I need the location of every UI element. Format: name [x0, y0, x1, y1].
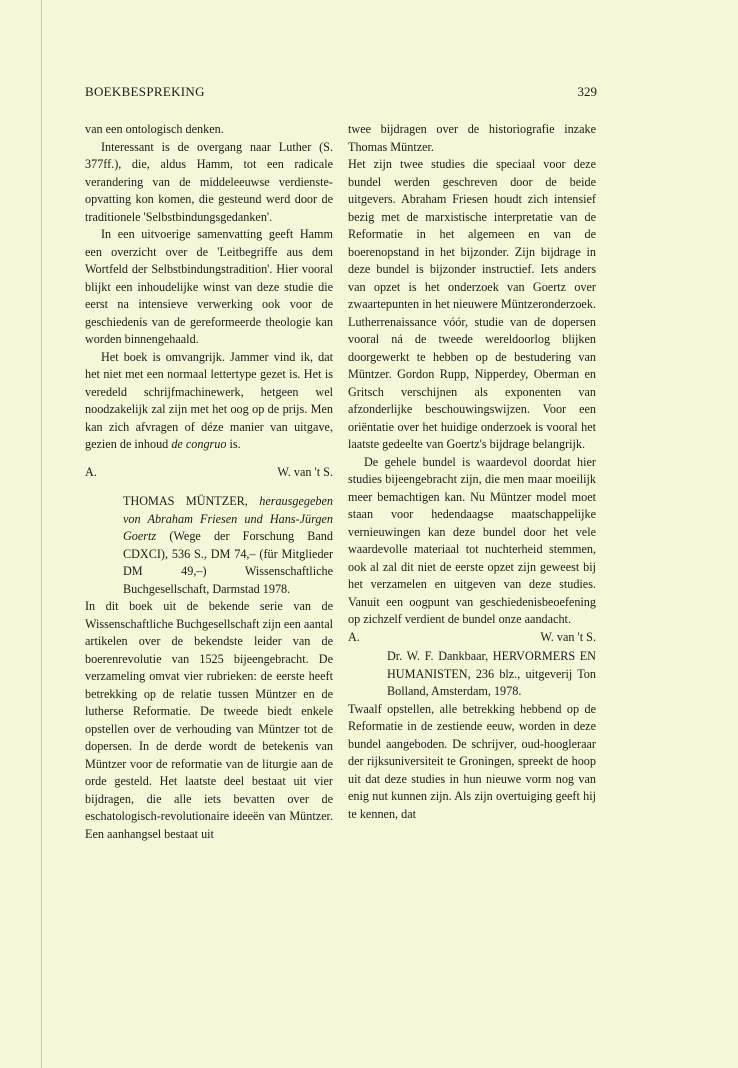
signature-initial: A.: [348, 629, 360, 644]
left-paragraph-3: In een uitvoerige samenvatting geeft Hamm een overzicht over de 'Leitbegriffe aus dem Wortfeld der Selbstbindungstradition'. Hier vooral blijkt een inhoudelijke winst van deze studie die eerst na intensieve verwerking ook voor de geschiedenis van de gereformeerde theologie kan worden binnengehaald.: [85, 227, 333, 346]
left-paragraph-4-end: is.: [229, 437, 241, 451]
review-signature-1: [85, 464, 333, 482]
bib-details: (Wege der Forschung Band CDXCI), 536 S., DM 74,– (für Mitglieder DM 49,–) Wissenschaftliche Buchgesellschaft, Darmstad 1978.: [123, 529, 333, 596]
right-column: [348, 121, 596, 823]
left-paragraph-4-text: Het boek is omvangrijk. Jammer vind ik, dat het niet met een normaal lettertype gezet is. Het is veredeld schrijfmachinewerk, hetgeen wel noodzakelijk zal zijn met het oog op de prijs. Men kan zich afvragen of déze manier van uitgave, gezien de inhoud: [85, 349, 333, 451]
right-paragraph-2: Het zijn twee studies die speciaal voor deze bundel werden geschreven door de beide uitgevers. Abraham Friesen houdt zich intensief bezig met de marxistische interpretatie van de Reformatie in het algemeen en van de boerenopstand in het bijzonder. Zijn bijdrage in deze bundel is bijzonder instructief. Iets anders van opzet is het onderzoek van Goertz over zwaartepunten in het nieuwere Müntzeronderzoek. Lutherrenaissance vóór, studie van de dopersen vooral ná de tweede wereldoorlog blijken doorgewerkt te hebben op de bestudering van Müntzer. Gordon Rupp, Nipperdey, Oberman en Gritsch verschijnen als exponenten van afzonderlijke beschouwingswijzen. Voor een oriëntatie over het huidige onderzoek is vooral het laatste gedeelte van Goertz's bijdrage belangrijk.: [348, 157, 596, 451]
bibliographic-entry-1: [85, 493, 333, 598]
bibliographic-entry-2: Dr. W. F. Dankbaar, HERVORMERS EN HUMANISTEN, 236 blz., uitgeverij Ton Bolland, Amsterdam, 1978.: [387, 649, 596, 698]
left-paragraph-2: Interessant is de overgang naar Luther (S. 377ff.), die, aldus Hamm, tot een radicale verandering van de middeleeuwse verdienste-opvatting kon komen, die gesteund werd door de traditionele 'Selbstbindungsgedanken'.: [85, 139, 333, 224]
left-column: [85, 121, 333, 843]
signature-name: W. van 't S.: [277, 464, 333, 479]
left-paragraph-5: In dit boek uit de bekende serie van de Wissenschaftliche Buchgesellschaft zijn een aantal artikelen over de bekendste leider van de boerenrevolutie van 1525 bijeengebracht. De verzameling omvat vier rubrieken: de eerste heeft betrekking op de relatie tussen Müntzer en de lutherse Reformatie. De tweede biedt enkele opstellen over de verhouding van Müntzer tot de dopersen. In de derde wordt de betekenis van Müntzer voor de reformatie van de liturgie aan de orde gesteld. Het laatste deel bestaat uit vier bijdragen, die alle iets bevatten over de eschatologisch-revolutionaire ideeën van Müntzer. Een aanhangsel bestaat uit: [85, 599, 333, 841]
signature-name: W. van 't S.: [540, 629, 596, 644]
signature-initial: A.: [85, 464, 97, 479]
page-edge-line: [41, 0, 42, 1068]
left-paragraph-1: van een ontologisch denken.: [85, 122, 224, 136]
review-signature-2: [348, 629, 596, 647]
left-paragraph-4-italic: de congruo: [171, 437, 227, 451]
left-paragraph-4: [85, 349, 333, 454]
running-title: BOEKBESPREKING: [85, 84, 205, 99]
bib-title: THOMAS MÜNTZER,: [123, 494, 248, 508]
page-number: 329: [577, 84, 597, 99]
right-paragraph-1: twee bijdragen over de historiografie inzake Thomas Müntzer.: [348, 122, 596, 154]
running-header: [85, 84, 597, 104]
right-paragraph-3: De gehele bundel is waardevol doordat hier studies bijeengebracht zijn, die men maar moeilijk meer bemachtigen kan. Nu Müntzer model moet staan voor hedendaagse maatschappelijke vernieuwingen kan deze bundel door het vele waardevolle materiaal tot nuchterheid stemmen, ook al zal dit niet de eerste opzet zijn geweest bij het verzamelen en uitgeven van deze studies. Vanuit een oogpunt van geschiedenisbeoefening op zichzelf verdient de bundel onze aandacht.: [348, 454, 596, 626]
bib-editors: herausgegeben von Abraham Friesen und Hans-Jürgen Goertz: [123, 494, 333, 543]
right-paragraph-4: Twaalf opstellen, alle betrekking hebbend op de Reformatie in de zestiende eeuw, worden in deze bundel aangeboden. De schrijver, oud-hoogleraar der rijksuniversiteit te Groningen, spreekt de hoop uit dat deze studies in hun nieuwe vorm nog van enig nut kunnen zijn. Als zijn overtuiging geeft hij te kennen, dat: [348, 701, 596, 821]
